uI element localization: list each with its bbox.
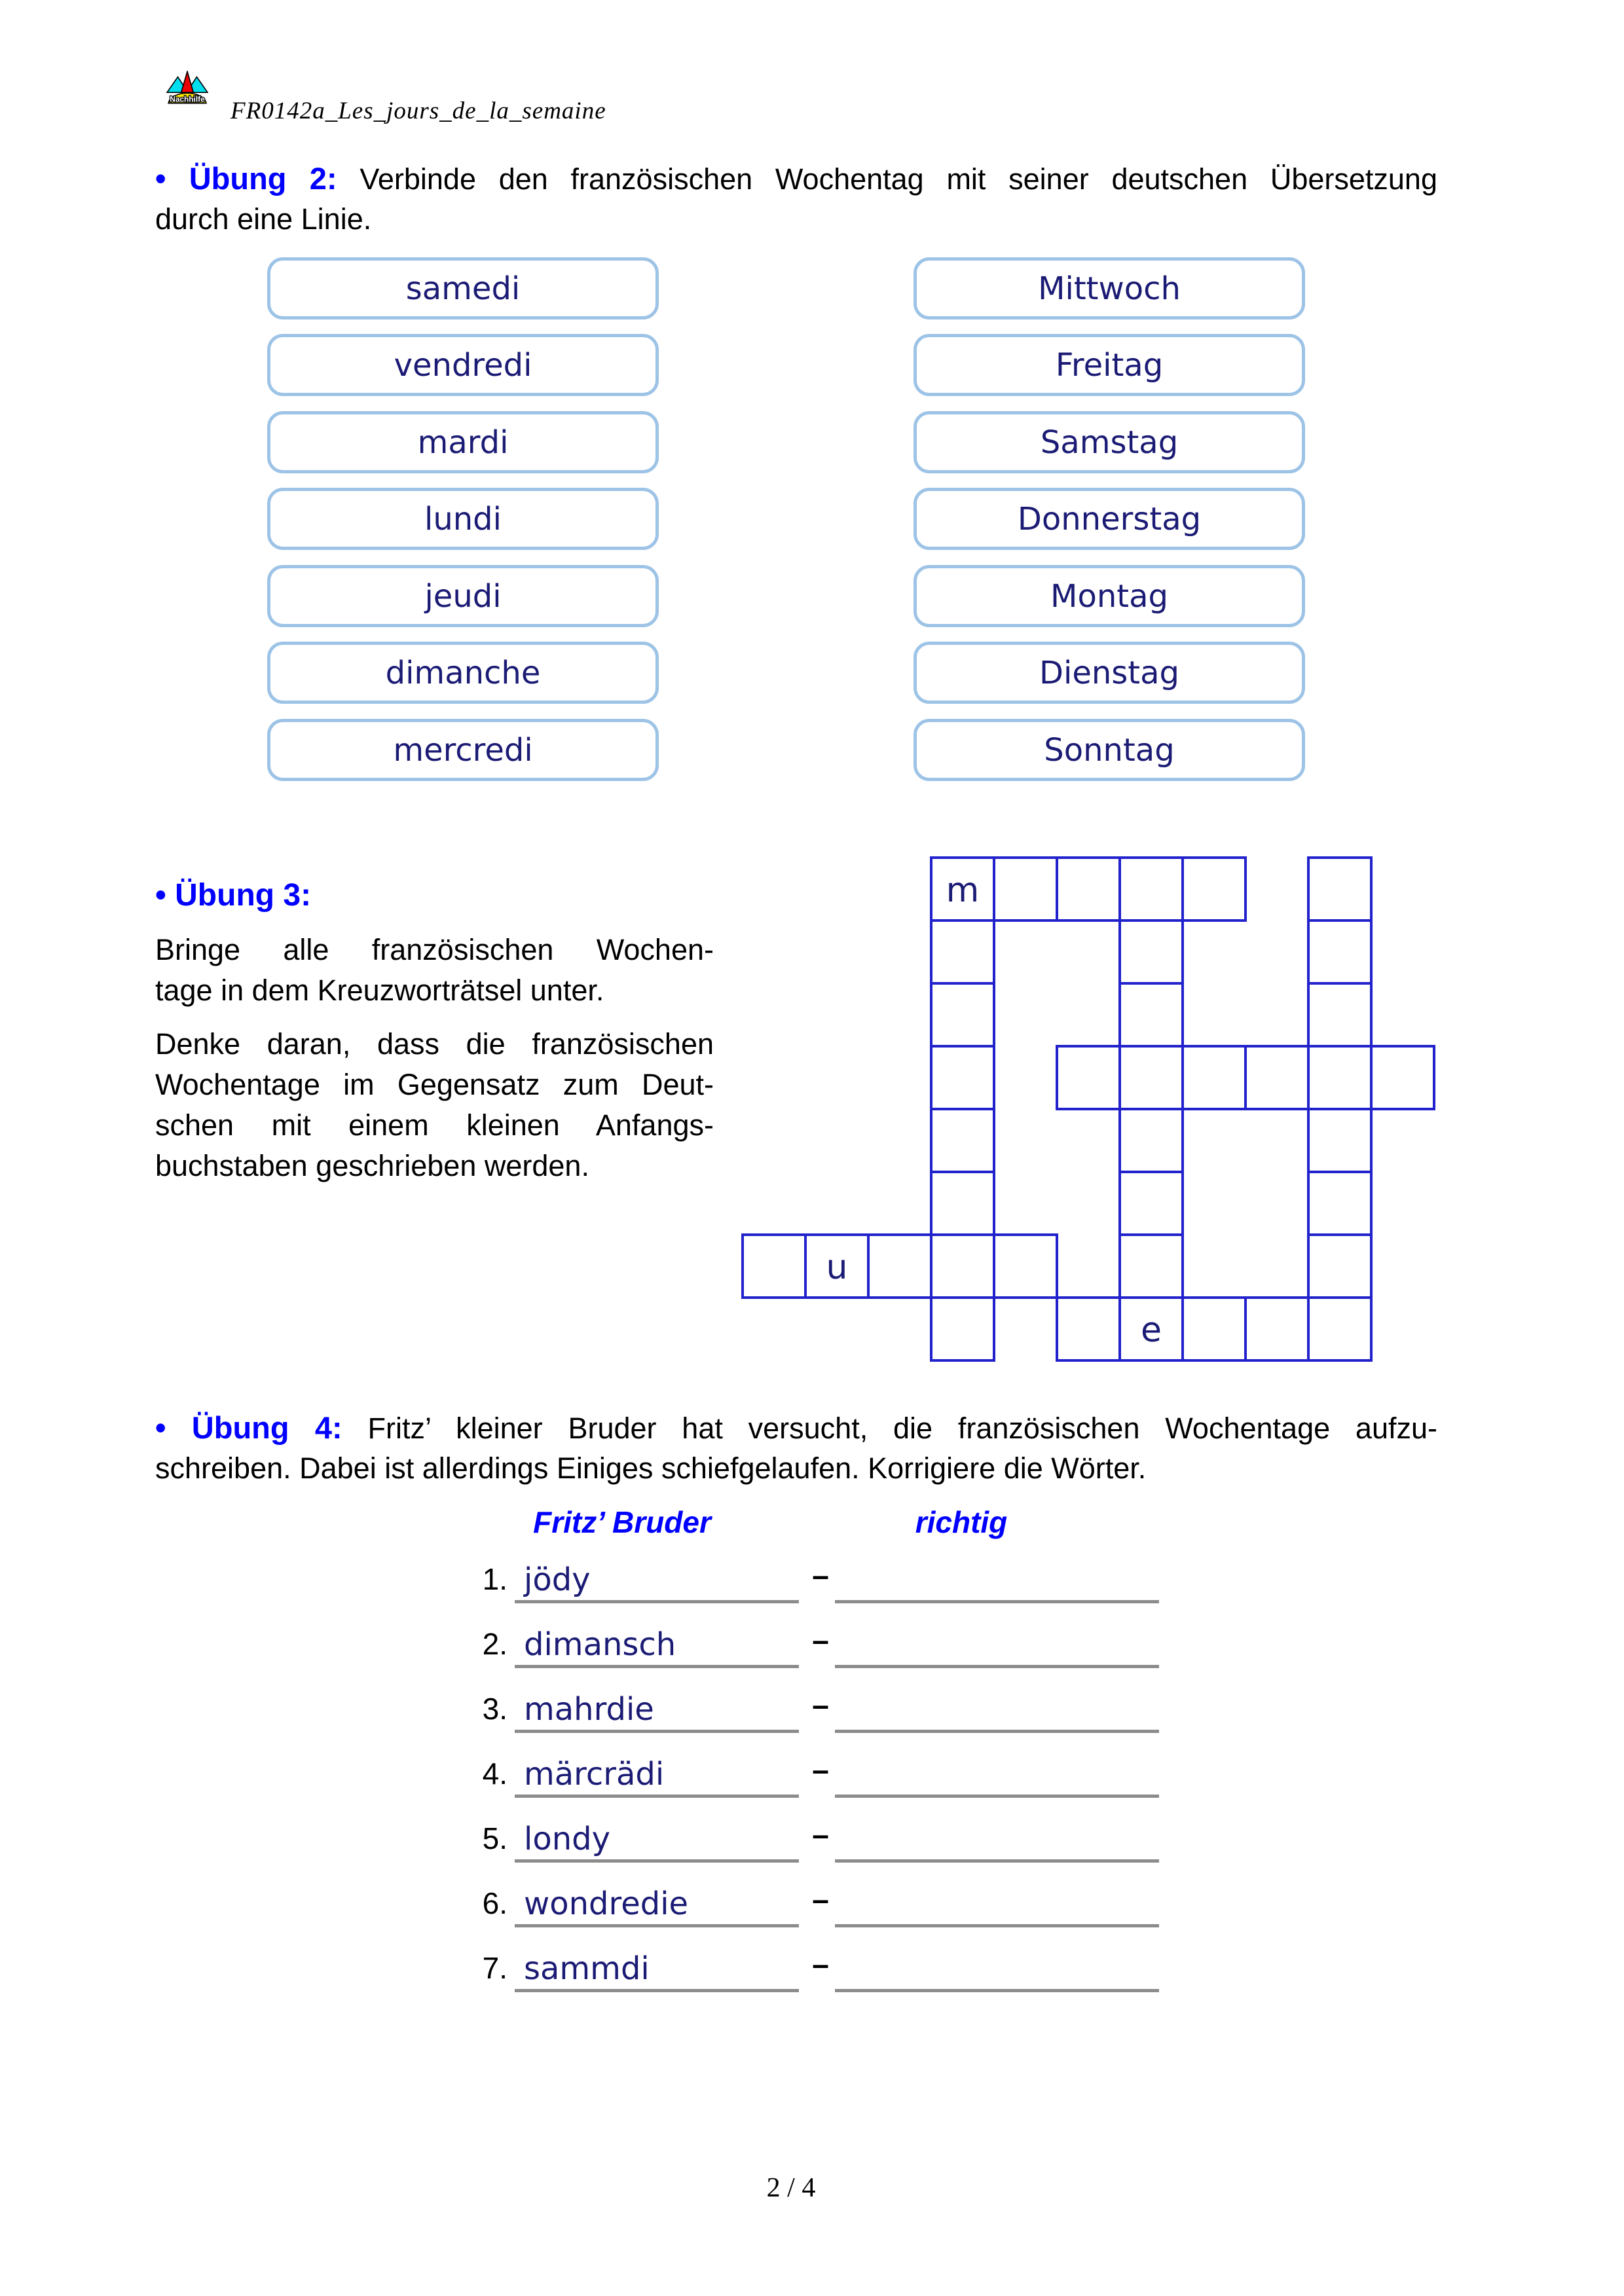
crossword-cell: [931, 920, 994, 983]
answer-line-left: [515, 1859, 799, 1863]
nachhilfe-logo: [166, 71, 208, 106]
crossword-cell: [1308, 983, 1371, 1046]
crossword-cell: [1246, 1046, 1308, 1109]
document-title: FR0142a_Les_jours_de_la_semaine: [231, 98, 606, 124]
answer-line-left: [515, 1795, 799, 1798]
logo-text: Nachhilfe: [170, 94, 205, 104]
correction-item: [452, 1745, 1162, 1798]
french-day-box: [267, 642, 659, 704]
crossword-cell: [1308, 858, 1371, 920]
exercise4-heading: • Übung 4:: [155, 1410, 342, 1445]
french-day-box-label: jeudi: [424, 577, 502, 615]
exercise4-instruction-line2: schreiben. Dabei ist allerdings Einiges schiefgelaufen. Korrigiere die Wörter.: [155, 1451, 1147, 1485]
item-number: 3.: [482, 1692, 507, 1726]
german-day-box-label: Mittwoch: [1038, 270, 1181, 307]
misspelled-word: mahrdie: [524, 1691, 654, 1728]
exercise2-heading: • Übung 2:: [155, 161, 337, 196]
answer-line-right: [835, 1989, 1159, 1992]
answer-line-right: [835, 1730, 1159, 1733]
crossword-cell: [931, 1046, 994, 1109]
crossword-cell: [1057, 1046, 1120, 1109]
item-number: 6.: [482, 1886, 507, 1920]
exercise3-text-line: schen mit einem kleinen Anfangs-: [155, 1108, 714, 1142]
german-day-box-label: Donnerstag: [1017, 500, 1202, 538]
misspelled-word: sammdi: [524, 1950, 650, 1987]
misspelled-word: jödy: [524, 1561, 591, 1598]
french-day-box: [267, 411, 659, 473]
crossword-cell: [931, 1172, 994, 1235]
french-day-box-label: samedi: [405, 270, 521, 307]
item-number: 4.: [482, 1757, 507, 1791]
item-number: 5.: [482, 1821, 507, 1855]
german-day-box-label: Freitag: [1055, 346, 1164, 384]
separator-dash: –: [812, 1817, 829, 1851]
page-number: 2 / 4: [766, 2173, 816, 2203]
column-header-fritz-bruder: Fritz’ Bruder: [533, 1505, 711, 1539]
french-day-box: [267, 334, 659, 396]
french-day-box-label: mercredi: [393, 731, 533, 769]
separator-dash: –: [812, 1623, 829, 1657]
crossword-cell: [931, 983, 994, 1046]
german-day-box: [913, 565, 1305, 627]
crossword-grid: [741, 856, 1438, 1364]
answer-line-left: [515, 1924, 799, 1927]
correction-item: [452, 1940, 1162, 1992]
answer-line-left: [515, 1600, 799, 1603]
german-day-box: [913, 719, 1305, 781]
answer-line-left: [515, 1665, 799, 1668]
crossword-cell: [931, 1235, 994, 1298]
misspelled-word: wondredie: [524, 1886, 689, 1922]
german-day-box: [913, 488, 1305, 550]
misspelled-word: londy: [524, 1821, 610, 1857]
german-day-box: [913, 257, 1305, 319]
separator-dash: –: [812, 1947, 829, 1981]
crossword-cell: [1120, 1046, 1183, 1109]
exercise2-instruction-text: Verbinde den französischen Wochentag mit seiner deutschen Übersetzung: [360, 162, 1437, 196]
answer-line-right: [835, 1665, 1159, 1668]
separator-dash: –: [812, 1688, 829, 1722]
item-number: 7.: [482, 1951, 507, 1985]
separator-dash: –: [812, 1558, 829, 1592]
correction-item: [452, 1810, 1162, 1863]
crossword-cell: [1183, 1046, 1246, 1109]
exercise3-text-line: tage in dem Kreuzworträtsel unter.: [155, 974, 604, 1007]
item-number: 1.: [482, 1562, 507, 1596]
exercise2-instruction-line1: [155, 158, 1437, 200]
separator-dash: –: [812, 1882, 829, 1916]
exercise4-instruction-text: Fritz’ kleiner Bruder hat versucht, die französischen Wochentage aufzu-: [367, 1412, 1437, 1445]
crossword-cell: [931, 1298, 994, 1360]
misspelled-word: dimansch: [524, 1626, 676, 1663]
crossword-cell: [994, 1235, 1057, 1298]
correction-item: [452, 1616, 1162, 1668]
correction-item: [452, 1551, 1162, 1603]
misspelled-word: märcrädi: [524, 1756, 665, 1793]
crossword-cell: [1120, 858, 1183, 920]
crossword-cell: [1371, 1046, 1434, 1109]
exercise3-text-line: Denke daran, dass die französischen: [155, 1027, 714, 1061]
crossword-cell: [1308, 1046, 1371, 1109]
french-day-box-label: lundi: [424, 500, 502, 538]
answer-line-right: [835, 1795, 1159, 1798]
german-day-box-label: Samstag: [1040, 424, 1179, 461]
german-day-box-label: Montag: [1050, 577, 1168, 615]
item-number: 2.: [482, 1627, 507, 1661]
german-day-box-label: Dienstag: [1039, 654, 1179, 691]
crossword-cell: [1120, 1235, 1183, 1298]
answer-line-right: [835, 1859, 1159, 1863]
exercise2-instruction-line2: durch eine Linie.: [155, 202, 372, 236]
french-day-box-label: dimanche: [385, 654, 541, 691]
crossword-cell: [1308, 920, 1371, 983]
crossword-cell: [931, 1109, 994, 1172]
column-header-richtig: richtig: [915, 1505, 1008, 1539]
exercise3-text-line: Bringe alle französischen Wochen-: [155, 933, 714, 966]
exercise3-heading: • Übung 3:: [155, 878, 312, 913]
crossword-cell: [743, 1235, 805, 1298]
french-day-box: [267, 719, 659, 781]
crossword-cell: [1246, 1298, 1308, 1360]
crossword-cell: [1120, 983, 1183, 1046]
french-day-box: [267, 257, 659, 319]
crossword-letter: u: [826, 1248, 848, 1288]
answer-line-left: [515, 1730, 799, 1733]
exercise3-paragraph1: [155, 930, 714, 1011]
crossword-letter: m: [946, 871, 980, 911]
crossword-cell: [1308, 1109, 1371, 1172]
crossword-letter: e: [1141, 1311, 1162, 1351]
crossword-cell: [1120, 1109, 1183, 1172]
french-day-box-label: vendredi: [394, 346, 532, 384]
crossword-cell: [1120, 1172, 1183, 1235]
german-day-box: [913, 334, 1305, 396]
exercise3-paragraph2: [155, 1024, 714, 1186]
crossword-cell: [1308, 1235, 1371, 1298]
german-day-box-label: Sonntag: [1044, 731, 1175, 769]
crossword-cell: [1057, 1298, 1120, 1360]
exercise4-instruction-line1: [155, 1408, 1437, 1449]
crossword-cell: [868, 1235, 931, 1298]
german-day-box: [913, 642, 1305, 704]
french-day-box-label: mardi: [417, 424, 509, 461]
crossword-cell: [1120, 920, 1183, 983]
answer-line-left: [515, 1989, 799, 1992]
german-day-box: [913, 411, 1305, 473]
separator-dash: –: [812, 1753, 829, 1787]
crossword-cell: [1183, 858, 1246, 920]
french-day-box: [267, 488, 659, 550]
answer-line-right: [835, 1924, 1159, 1927]
crossword-cell: [1308, 1298, 1371, 1360]
exercise3-text-line: buchstaben geschrieben werden.: [155, 1149, 589, 1182]
crossword-cell: [1057, 858, 1120, 920]
exercise3-text-line: Wochentage im Gegensatz zum Deut-: [155, 1068, 714, 1101]
crossword-cell: [1308, 1172, 1371, 1235]
answer-line-right: [835, 1600, 1159, 1603]
correction-item: [452, 1875, 1162, 1927]
crossword-cell: [1183, 1298, 1246, 1360]
french-day-box: [267, 565, 659, 627]
crossword-cell: [994, 858, 1057, 920]
correction-item: [452, 1681, 1162, 1733]
